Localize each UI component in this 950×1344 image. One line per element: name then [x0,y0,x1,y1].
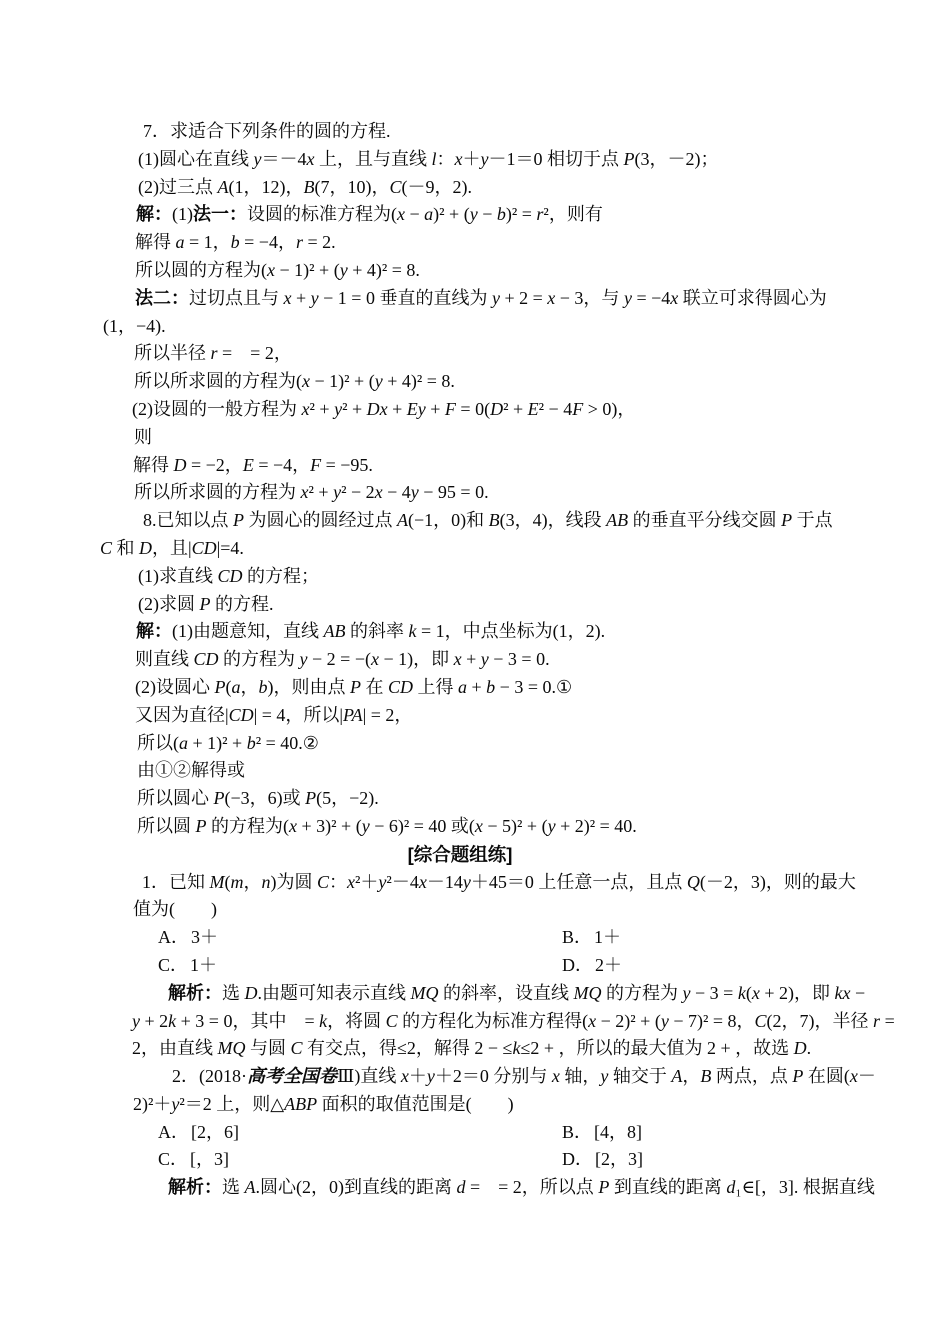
text-line [100,229,820,257]
emphasis-text: 解： [136,621,172,642]
text-line [100,980,866,1008]
option-value: [2，3] [595,1149,643,1170]
body-text: (2)设圆心 P(a，b)，则由点 P 在 CD 上得 a + b − 3 = 0.① [135,676,573,697]
body-text: 设圆的标准方程为(x − a)² + (y − b)² = r²，则有 [247,204,603,225]
text-line [100,674,820,702]
text-line [100,118,820,146]
option-d [562,952,622,980]
text-line [100,174,820,202]
body-text: 过切点且与 x + y − 1 = 0 垂直的直线为 y + 2 = x − 3，与 y = −4x 联立可求得圆心为 [189,287,827,308]
text-line [100,813,820,841]
text-line [100,257,820,285]
body-text: (1)圆心在直线 y＝－4x 上，且与直线 l：x＋y－1＝0 相切于点 P(3，－2)； [138,148,719,169]
text-line [100,1091,820,1119]
option-label: A． [158,927,189,948]
text-line [100,730,820,758]
text-line [100,479,820,507]
text-line [100,618,820,646]
document-body [100,118,895,1202]
option-value: 1＋ [190,954,218,975]
body-text: 所以圆心 P(−3，6)或 P(5，−2). [137,788,379,809]
text-line [100,1174,875,1202]
options-row [100,1119,820,1147]
body-text: 则直线 CD 的方程为 y − 2 = −(x − 1)，即 x + y − 3 = 0. [135,649,550,670]
body-text: 所以半径 r = = 2， [134,343,292,364]
body-text: Ⅲ)直线 x＋y＋2＝0 分别与 x 轴，y 轴交于 A，B 两点，点 P 在圆(x－ [337,1066,876,1087]
body-text: 解得 a = 1，b = −4，r = 2. [135,232,336,253]
options-row [100,924,820,952]
text-line [100,201,820,229]
text-line [100,313,820,341]
text-line [100,785,820,813]
text-line [100,702,820,730]
option-label: C． [158,954,189,975]
option-d [562,1146,643,1174]
text-line [100,146,820,174]
body-text: (2)过三点 A(1，12)，B(7，10)，C(－9，2). [138,176,473,197]
emphasis-text: 解析： [168,982,222,1003]
body-text: (2)求圆 P 的方程. [138,593,274,614]
body-text: 2，由直线 MQ 与圆 C 有交点，得≤2，解得 2 − ≤k≤2 + ，所以的最大值为 2 + ，故选 D. [132,1038,812,1059]
body-text: y + 2k + 3 = 0，其中 = k，将圆 C 的方程化为标准方程得(x − 2)² + (y − 7)² = 8，C(2，7)，半径 r = [132,1010,895,1031]
option-value: 3＋ [191,927,218,948]
option-b [562,1119,642,1147]
body-text: 又因为直径|CD| = 4，所以|PA| = 2， [135,704,413,725]
body-text: 所以所求圆的方程为 x² + y² − 2x − 4y − 95 = 0. [134,482,489,503]
option-b [562,924,621,952]
body-text: C 和 D，且|CD|=4. [100,537,244,558]
body-text: 选 D.由题可知表示直线 MQ 的斜率，设直线 MQ 的方程为 y − 3 = k(x + 2)，即 kx − [222,982,866,1003]
option-label: D． [562,954,593,975]
emphasis-text: 解： [136,204,172,225]
text-line [100,563,820,591]
option-c [158,952,217,980]
body-text: 8.已知以点 P 为圆心的圆经过点 A(−1，0)和 B(3，4)，线段 AB 的垂直平分线交圆 P 于点 [143,510,833,531]
section-heading: [综合题组练] [407,843,513,865]
body-text: 所以圆 P 的方程为(x + 3)² + (y − 6)² = 40 或(x − 5)² + (y + 2)² = 40. [137,815,637,836]
body-text: 1．已知 M(m，n)为圆 C：x²＋y²－4x－14y＋45＝0 上任意一点，且点 Q(－2，3)，则的最大 [142,871,856,892]
option-value: 2＋ [595,954,622,975]
body-text: (1)由题意知，直线 AB 的斜率 k = 1，中点坐标为(1，2). [172,621,606,642]
text-line [100,285,827,313]
body-text: (2)设圆的一般方程为 x² + y² + Dx + Ey + F = 0(D² + E² − 4F > 0)， [132,398,636,419]
body-text: 7．求适合下列条件的圆的方程. [143,121,391,141]
text-line [100,396,820,424]
emphasis-text: 高考全国卷 [247,1066,337,1087]
option-label: A． [158,1121,189,1142]
body-text: 2．(2018· [172,1066,247,1087]
text-line [100,368,820,396]
body-text: (1，−4). [103,315,166,336]
body-text: (1)求直线 CD 的方程； [138,565,320,586]
option-label: D． [562,1149,593,1170]
body-text: 2)²＋y²＝2 上，则△ABP 面积的取值范围是( ) [133,1093,514,1114]
text-line [100,452,820,480]
options-row [100,1146,820,1174]
option-a [158,1119,239,1147]
body-text: 选 A.圆心(2，0)到直线的距离 d = = 2，所以点 P 到直线的距离 d₁∈[，3]. 根据直线 [222,1177,875,1198]
option-value: [4，8] [594,1121,643,1142]
body-text: 所以(a + 1)² + b² = 40.② [137,732,319,753]
text-line [100,869,856,897]
option-value: 1＋ [594,927,622,948]
text-line [100,757,820,785]
emphasis-text: 法一： [193,204,247,225]
option-label: C． [158,1149,189,1170]
text-line [100,340,820,368]
option-c [158,1146,229,1174]
text-line [100,1035,820,1063]
text-line [100,507,833,535]
body-text: 所以所求圆的方程为(x − 1)² + (y + 4)² = 8. [134,371,455,392]
body-text: (1) [172,204,193,225]
text-line [100,591,820,619]
text-line [100,1063,876,1091]
option-value: [2，6] [191,1121,239,1142]
text-line [100,1008,895,1036]
options-row [100,952,820,980]
text-line [100,535,820,563]
text-line [100,424,820,452]
emphasis-text: 法二： [135,287,189,308]
text-line [100,646,820,674]
body-text: 由①②解得或 [137,760,245,781]
option-value: [，3] [190,1149,230,1170]
emphasis-text: 解析： [168,1177,222,1198]
text-line [100,896,820,924]
body-text: 解得 D = −2，E = −4，F = −95. [133,454,373,475]
body-text: 值为( ) [133,899,217,920]
option-label: B． [562,927,593,948]
body-text: 则 [134,426,152,447]
body-text: 所以圆的方程为(x − 1)² + (y + 4)² = 8. [135,259,420,280]
option-a [158,924,218,952]
option-label: B． [562,1121,593,1142]
